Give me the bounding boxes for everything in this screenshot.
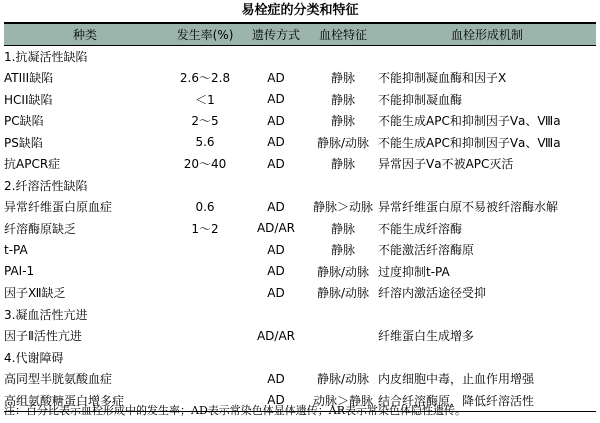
table-row bbox=[4, 132, 596, 154]
cell-rate: 5.6 bbox=[195, 135, 215, 150]
cell-rate: 2～5 bbox=[191, 114, 219, 129]
cell-type: PC缺陷 bbox=[4, 114, 44, 129]
cell-feature: 静脉/动脉 bbox=[316, 135, 370, 150]
cell-type: 因子Ⅻ缺乏 bbox=[4, 286, 66, 301]
cell-inheritance: AD bbox=[267, 135, 285, 150]
cell-mechanism: 不能生成纤溶酶 bbox=[378, 221, 463, 236]
cell-type: 抗APCR症 bbox=[4, 157, 61, 172]
header-rate: 发生率(%) bbox=[166, 23, 244, 45]
header-row bbox=[4, 23, 596, 45]
cell-rate bbox=[166, 325, 244, 347]
cell-mechanism: 纤维蛋白生成增多 bbox=[378, 329, 475, 344]
category-row bbox=[4, 347, 596, 369]
cell-mechanism: 不能激活纤溶酶原 bbox=[378, 243, 475, 258]
table-row bbox=[4, 325, 596, 347]
cell-feature: 静脉 bbox=[330, 71, 355, 86]
cell-feature: 静脉/动脉 bbox=[316, 264, 370, 279]
cell-type: 高同型半胱氨酸血症 bbox=[4, 372, 113, 387]
table-row bbox=[4, 110, 596, 132]
table-row bbox=[4, 368, 596, 390]
table-body bbox=[4, 45, 596, 412]
cell-inheritance: AD bbox=[244, 390, 308, 412]
cell-inheritance: AD bbox=[267, 264, 285, 279]
cell-rate: ＜1 bbox=[195, 92, 215, 107]
category-row bbox=[4, 45, 596, 67]
cell-mechanism: 内皮细胞中毒，止血作用增强 bbox=[378, 372, 535, 387]
cell-inheritance: AD bbox=[267, 371, 285, 386]
table-row bbox=[4, 196, 596, 218]
cell-inheritance: AD bbox=[267, 242, 285, 257]
cell-type: HCII缺陷 bbox=[4, 92, 53, 107]
cell-feature: 静脉 bbox=[330, 92, 355, 107]
cell-type: PS缺陷 bbox=[4, 135, 43, 150]
cell-feature: 静脉/动脉 bbox=[316, 372, 370, 387]
cell-feature: 静脉＞动脉 bbox=[312, 200, 373, 215]
cell-feature: 静脉/动脉 bbox=[316, 286, 370, 301]
cell-feature: 静脉 bbox=[330, 243, 355, 258]
cell-type: 异常纤维蛋白原血症 bbox=[4, 200, 113, 215]
cell-feature: 静脉 bbox=[330, 114, 355, 129]
cell-mechanism: 异常纤维蛋白原不易被纤溶酶水解 bbox=[378, 200, 559, 215]
cell-feature bbox=[308, 325, 378, 347]
header-feature: 血栓特征 bbox=[308, 23, 378, 45]
cell-inheritance: AD bbox=[267, 285, 285, 300]
category-label: 4.代谢障碍 bbox=[4, 350, 64, 365]
category-label: 3.凝血活性亢进 bbox=[4, 307, 88, 322]
cell-mechanism: 过度抑制t-PA bbox=[378, 264, 450, 279]
table-row bbox=[4, 153, 596, 175]
cell-type: 高组氨酸糖蛋白增多症 bbox=[4, 390, 166, 412]
footnote: 注：百分比表示血栓形成中的发生率；AD表示常染色体显体遗传；AR表示常染色体隐性遗传。 bbox=[4, 404, 466, 417]
cell-type: PAI-1 bbox=[4, 264, 35, 279]
cell-rate: 1～2 bbox=[191, 221, 219, 236]
cell-mechanism: 结合纤溶酶原，降低纤溶活性 bbox=[378, 390, 596, 412]
cell-rate: 20～40 bbox=[183, 157, 227, 172]
cell-rate bbox=[166, 282, 244, 304]
table-row bbox=[4, 239, 596, 261]
cell-type: 因子Ⅱ活性亢进 bbox=[4, 329, 82, 344]
table-row bbox=[4, 218, 596, 240]
cell-type: ATIII缺陷 bbox=[4, 71, 54, 86]
table-row bbox=[4, 282, 596, 304]
category-row bbox=[4, 304, 596, 326]
cell-rate bbox=[166, 368, 244, 390]
cell-mechanism: 不能生成APC和抑制因子Ⅴa、Ⅷa bbox=[378, 135, 561, 150]
cell-rate bbox=[166, 239, 244, 261]
cell-inheritance: AD bbox=[267, 156, 285, 171]
category-label: 1.抗凝活性缺陷 bbox=[4, 49, 88, 64]
cell-rate: 0.6 bbox=[195, 199, 215, 214]
cell-mechanism: 不能生成APC和抑制因子Ⅴa、Ⅷa bbox=[378, 114, 561, 129]
cell-mechanism: 不能抑制凝血酶 bbox=[378, 92, 463, 107]
cell-mechanism: 纤溶内激活途径受抑 bbox=[378, 286, 487, 301]
cell-type: 纤溶酶原缺乏 bbox=[4, 221, 77, 236]
category-label: 2.纤溶活性缺陷 bbox=[4, 178, 88, 193]
category-row bbox=[4, 175, 596, 197]
cell-rate bbox=[166, 261, 244, 283]
cell-inheritance: AD/AR bbox=[256, 221, 296, 236]
cell-inheritance: AD bbox=[267, 70, 285, 85]
table-row bbox=[4, 89, 596, 111]
table-row bbox=[4, 67, 596, 89]
header-mechanism: 血栓形成机制 bbox=[378, 23, 596, 45]
table-title: 易栓症的分类和特征 bbox=[241, 3, 359, 18]
thrombophilia-table bbox=[4, 22, 596, 412]
cell-inheritance: AD bbox=[267, 199, 285, 214]
cell-rate: 2.6～2.8 bbox=[179, 71, 231, 86]
header-inheritance: 遗传方式 bbox=[244, 23, 308, 45]
table-row bbox=[4, 261, 596, 283]
cell-type: t-PA bbox=[4, 242, 28, 257]
cell-mechanism: 异常因子Ⅴa不被APC灭活 bbox=[378, 157, 514, 172]
cell-inheritance: AD/AR bbox=[256, 328, 296, 343]
cell-inheritance: AD bbox=[267, 113, 285, 128]
cell-feature: 静脉 bbox=[330, 157, 355, 172]
cell-inheritance: AD bbox=[267, 92, 285, 107]
cell-mechanism: 不能抑制凝血酶和因子X bbox=[378, 71, 507, 86]
cell-feature: 动脉＞静脉 bbox=[308, 390, 378, 412]
header-type: 种类 bbox=[4, 23, 166, 45]
cell-feature: 静脉 bbox=[330, 221, 355, 236]
